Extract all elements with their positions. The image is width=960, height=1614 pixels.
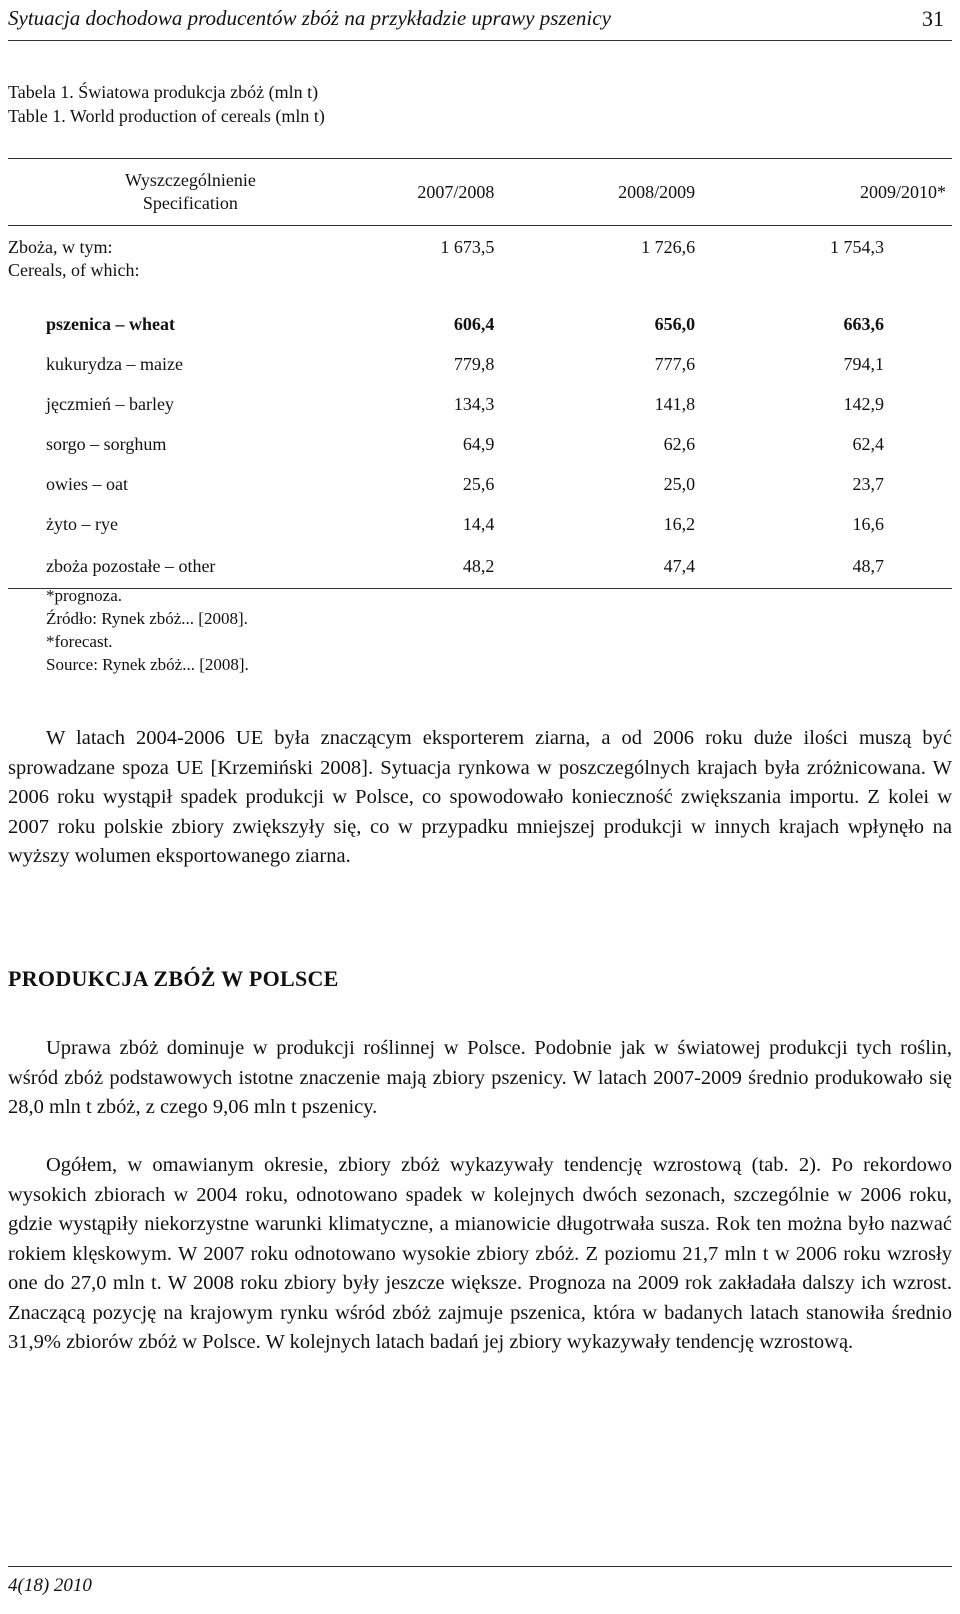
table-row — [8, 544, 952, 589]
world-cereal-production-table — [8, 158, 952, 589]
table-cell — [723, 544, 952, 589]
table-caption-pl: Tabela 1. Światowa produkcja zbóż (mln t) — [8, 82, 319, 102]
table-row-total — [8, 226, 952, 305]
table-cell-value: 777,6 — [654, 353, 696, 374]
table-cell — [494, 304, 723, 344]
table-cell-value: 47,4 — [663, 555, 696, 576]
table-cell — [494, 544, 723, 589]
table-cell-value: 48,7 — [852, 555, 884, 576]
table-cell-value: 62,6 — [663, 433, 696, 454]
row-label: kukurydza – maize — [46, 353, 183, 374]
page-number: 31 — [922, 6, 944, 31]
paragraph-2-text: Uprawa zbóż dominuje w produkcji roślinnej w Polsce. Podobnie jak w światowej produkcji tych roślin, wśród zbóż podstawowych istotne znaczenie mają zbiory pszenicy. W latach 2007-2009 średnio produkowało się 28,0 mln t zbóż, z czego 9,06 mln t pszenicy. — [8, 1037, 952, 1118]
total-label — [8, 226, 373, 305]
table-cell-value: 25,0 — [663, 473, 696, 494]
row-label: owies – oat — [46, 473, 128, 494]
row-label: jęczmień – barley — [46, 393, 174, 414]
header-col-2008-2009-label: 2008/2009 — [618, 181, 696, 202]
table-cell: 64,9 — [462, 433, 495, 454]
row-label: pszenica – wheat — [46, 313, 175, 334]
table-cell — [494, 504, 723, 544]
table-cell-value: 62,4 — [852, 433, 884, 454]
table-row — [8, 344, 952, 384]
table-cell — [494, 226, 723, 305]
issue-number: 4(18) 2010 — [8, 1575, 92, 1596]
table-cell — [723, 344, 952, 384]
table-cell-value: 16,2 — [663, 513, 696, 534]
table-cell-value: 141,8 — [654, 393, 696, 414]
paragraph-3 — [8, 1151, 952, 1358]
table-cell: 1 673,5 — [440, 237, 495, 257]
header-col-2008-2009 — [494, 159, 723, 226]
paragraph-1 — [8, 724, 952, 872]
table-row — [8, 464, 952, 504]
row-label: sorgo – sorghum — [46, 433, 167, 454]
header-spec-pl: Wyszczególnienie — [124, 170, 256, 190]
table-cell — [723, 464, 952, 504]
paragraph-1-text: W latach 2004-2006 UE była znaczącym eksporterem ziarna, a od 2006 roku duże ilości muszą być sprowadzane spoza UE [Krzemiński 2008]. Sytuacja rynkowa w poszczególnych krajach była zróżnicowana. W 2006 roku wystąpił spadek produkcji w Polsce, co spowodowało konieczność zwiększania importu. Z kolei w 2007 roku polskie zbiory zwiększyły się, co w przypadku mniejszej produkcji w innych krajach wpłynęło na wyższy wolumen eksportowanego ziarna. — [8, 727, 952, 867]
table-header-row — [8, 159, 952, 226]
table-cell — [723, 504, 952, 544]
header-col-2007-2008: 2007/2008 — [373, 159, 495, 226]
header-col-2009-2010 — [723, 159, 952, 226]
table-cell — [723, 424, 952, 464]
table-cell: 25,6 — [462, 473, 495, 494]
note-forecast-pl: *prognoza. — [46, 586, 123, 605]
note-source-en: Source: Rynek zbóż... [2008]. — [46, 655, 249, 674]
table-cell — [494, 424, 723, 464]
note-source-pl: Źródło: Rynek zbóż... [2008]. — [46, 609, 248, 628]
footer — [8, 1566, 952, 1596]
table-cell: 14,4 — [462, 513, 495, 534]
table-row — [8, 504, 952, 544]
table-cell — [494, 384, 723, 424]
table-cell — [723, 384, 952, 424]
table-cell-value: 656,0 — [654, 313, 696, 334]
header-specification — [8, 159, 373, 226]
table-cell — [494, 464, 723, 504]
running-head-title: Sytuacja dochodowa producentów zbóż na przykładzie uprawy pszenicy — [8, 6, 611, 30]
table-row — [8, 304, 952, 344]
total-label-pl: Zboża, w tym: — [8, 237, 113, 257]
note-forecast-en: *forecast. — [46, 632, 113, 651]
table-cell: 134,3 — [453, 393, 495, 414]
header-col-2009-2010-label: 2009/2010* — [859, 181, 946, 202]
table-cell-value: 23,7 — [852, 473, 884, 494]
section-heading: PRODUKCJA ZBÓŻ W POLSCE — [8, 966, 339, 991]
table-cell: 606,4 — [453, 313, 495, 334]
table-row — [8, 424, 952, 464]
table-notes — [46, 584, 249, 676]
running-head — [8, 4, 952, 41]
table-cell-value: 663,6 — [843, 313, 884, 334]
total-label-en: Cereals, of which: — [8, 260, 140, 280]
row-label: żyto – rye — [46, 513, 118, 534]
paragraph-3-text: Ogółem, w omawianym okresie, zbiory zbóż wykazywały tendencję wzrostową (tab. 2). Po rekordowo wysokich zbiorach w 2004 roku, odnotowano spadek w kolejnych dwóch sezonach, szczególnie w 2006 roku, gdzie wystąpiły niekorzystne warunki klimatyczne, a mianowicie długotrwała susza. Rok ten można było nazwać rokiem klęskowym. W 2007 roku odnotowano wysokie zbiory zbóż. Z poziomu 21,7 mln t w 2006 roku wzrosły one do 27,0 mln t. W 2008 roku zbiory były jeszcze większe. Prognoza na 2009 rok zakładała dalszy ich wzrost. Znaczącą pozycję na krajowym rynku wśród zbóż zajmuje pszenica, która w badanych latach stanowiła średnio 31,9% zbiorów zbóż w Polsce. W kolejnych latach badań jej zbiory wykazywały tendencję wzrostową. — [8, 1154, 952, 1353]
table-cell — [723, 304, 952, 344]
table-caption-en: Table 1. World production of cereals (mln t) — [8, 106, 325, 126]
table-cell-value: 16,6 — [852, 513, 884, 534]
table-cell-value: 794,1 — [843, 353, 884, 374]
header-spec-en: Specification — [142, 193, 238, 213]
table-cell-value: 1 754,3 — [830, 237, 884, 257]
table-cell: 48,2 — [373, 544, 495, 589]
table-cell — [494, 344, 723, 384]
table-cell-value: 1 726,6 — [641, 237, 696, 257]
table-cell — [723, 226, 952, 305]
table-cell-value: 142,9 — [843, 393, 884, 414]
paragraph-2 — [8, 1034, 952, 1123]
table-cell: 779,8 — [453, 353, 495, 374]
table-row — [8, 384, 952, 424]
row-label: zboża pozostałe – other — [8, 544, 373, 589]
